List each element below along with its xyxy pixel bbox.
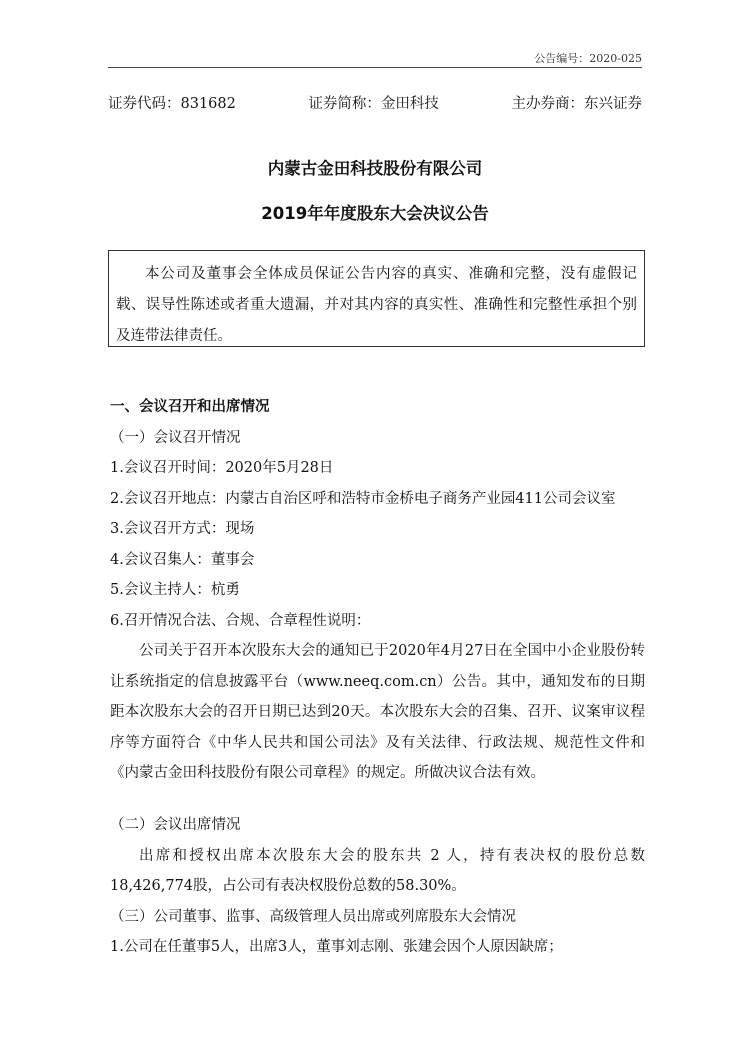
subsection-heading-attendance: （二）会议出席情况 (110, 817, 241, 833)
section-meeting-info (110, 392, 645, 789)
header-divider (108, 67, 642, 68)
meeting-convener-item: 4.会议召集人：董事会 (110, 551, 255, 568)
section-heading: 一、会议召开和出席情况 (110, 399, 270, 415)
security-short-name: 证券简称：金田科技 (308, 96, 439, 112)
security-code: 证券代码：831682 (108, 96, 236, 112)
legality-paragraph: 公司关于召开本次股东大会的通知已于2020年4月27日在全国中小企业股份转让系统指定的信息披露平台（www.neeq.com.cn）公告。其中，通知发布的日期距本次股东大会的召开日期已达到20天。本次股东大会的召集、召开、议案审议程序等方面符合《中华人民共和国公司法》及有关法律、行政法规、规范性文件和《内蒙古金田科技股份有限公司章程》的规定。所做决议合法有效。 (110, 643, 645, 781)
meeting-title: 2019年年度股东大会决议公告 (261, 204, 489, 223)
disclaimer-notice: 本公司及董事会全体成员保证公告内容的真实、准确和完整，没有虚假记载、误导性陈述或者重大遗漏，并对其内容的真实性、准确性和完整性承担个别及连带法律责任。 (108, 250, 645, 347)
announcement-number: 公告编号：2020-025 (534, 52, 642, 65)
meeting-method-item: 3.会议召开方式：现场 (110, 521, 255, 537)
legality-item: 6.召开情况合法、合规、合章程性说明： (110, 612, 371, 629)
section-attendance (110, 810, 645, 963)
meeting-location-item: 2.会议召开地点：内蒙古自治区呼和浩特市金桥电子商务产业园411公司会议室 (110, 490, 616, 507)
subsection-heading-officers: （三）公司董事、监事、高级管理人员出席或列席股东大会情况 (110, 908, 516, 925)
meeting-time-item: 1.会议召开时间：2020年5月28日 (110, 460, 334, 476)
sponsor-broker: 主办券商：东兴证券 (511, 96, 642, 112)
attendance-paragraph: 出席和授权出席本次股东大会的股东共 2 人，持有表决权的股份总数18,426,774股，占公司有表决权股份总数的58.30%。 (110, 847, 645, 894)
directors-attendance-item: 1.公司在任董事5人，出席3人，董事刘志刚、张建会因个人原因缺席； (110, 939, 563, 955)
securities-info-line (108, 92, 642, 113)
subsection-heading-convening: （一）会议召开情况 (110, 429, 241, 446)
meeting-host-item: 5.会议主持人：杭勇 (110, 582, 240, 598)
company-title: 内蒙古金田科技股份有限公司 (267, 159, 483, 178)
